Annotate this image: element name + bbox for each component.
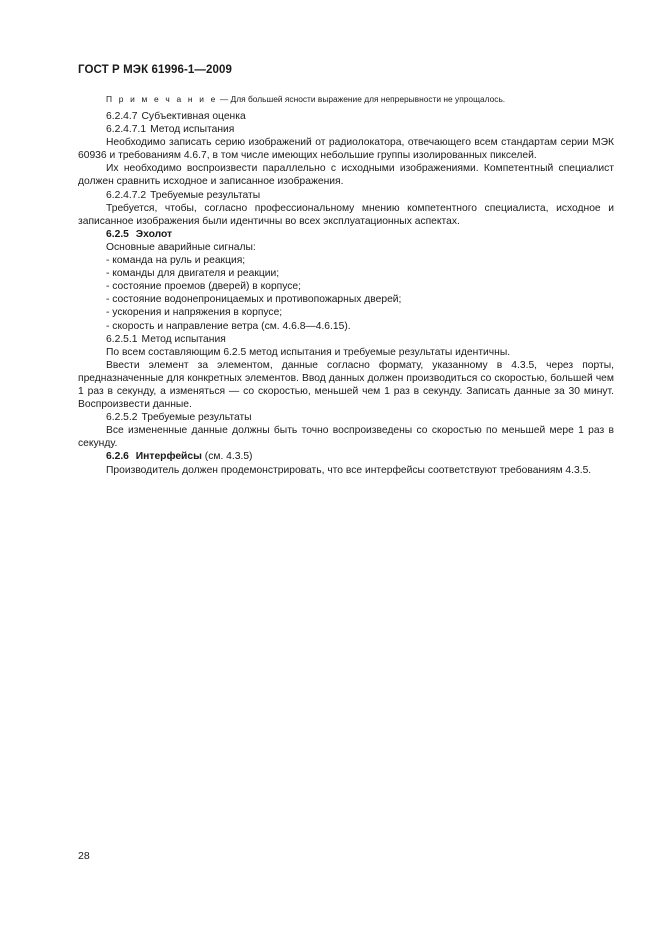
section-number: 6.2.5	[106, 228, 129, 240]
alarm-list	[78, 254, 614, 333]
list-item: - ускорения и напряжения в корпусе;	[106, 307, 283, 319]
section-heading	[78, 333, 614, 346]
section-heading	[78, 450, 614, 463]
section-title: Метод испытания	[141, 333, 226, 345]
section-title: Требуемые результаты	[141, 412, 252, 424]
section-number: 6.2.4.7.2	[106, 189, 147, 201]
paragraph: Основные аварийные сигналы:	[106, 241, 256, 253]
section-heading	[78, 189, 614, 202]
section-heading	[78, 411, 614, 424]
section-heading	[78, 123, 614, 136]
note-text: — Для большей ясности выражение для непрерывности не упрощалось.	[217, 94, 506, 104]
section-title: Интерфейсы	[135, 451, 202, 463]
document-header: ГОСТ Р МЭК 61996-1—2009	[78, 64, 232, 76]
paragraph: Производитель должен продемонстрировать, что все интерфейсы соответствуют требованиям 4.3.5.	[106, 464, 592, 476]
section-number: 6.2.4.7.1	[106, 124, 147, 136]
list-item: - состояние водонепроницаемых и противопожарных дверей;	[106, 294, 402, 306]
section-heading	[78, 110, 614, 123]
section-heading	[78, 228, 614, 241]
paragraph: Их необходимо воспроизвести параллельно с исходными изображениями. Компетентный специалист должен сравнить исходное и записанное изображения.	[78, 163, 614, 188]
section-title: Метод испытания	[150, 124, 235, 136]
document-body	[78, 93, 614, 477]
section-reference: (см. 4.3.5)	[201, 451, 253, 463]
list-item: - команда на руль и реакция;	[106, 255, 246, 267]
note	[78, 93, 614, 105]
paragraph: По всем составляющим 6.2.5 метод испытания и требуемые результаты идентичны.	[106, 346, 511, 358]
paragraph: Все измененные данные должны быть точно воспроизведены со скоростью по меньшей мере 1 раз в секунду.	[78, 425, 614, 450]
section-title: Субъективная оценка	[141, 111, 246, 122]
list-item: - состояние проемов (дверей) в корпусе;	[106, 281, 302, 293]
section-number: 6.2.5.1	[106, 333, 138, 345]
note-label: П р и м е ч а н и е	[106, 94, 218, 104]
section-number: 6.2.5.2	[106, 412, 138, 424]
section-number: 6.2.4.7	[106, 111, 138, 122]
paragraph: Ввести элемент за элементом, данные согласно формату, указанному в 4.3.5, через порты, предназначенные для конкретных элементов. Ввод данных должен производиться со скоростью, большей чем 1 раз в секунду, а изменяться — со скоростью, меньшей чем 1 раз в секунду. Записать данные за 30 минут. Воспроизвести данные.	[78, 359, 614, 411]
section-title: Эхолот	[135, 228, 173, 240]
paragraph: Необходимо записать серию изображений от радиолокатора, отвечающего всем стандартам серии МЭК 60936 и требованиям 4.6.7, в том числе имеющих небольшие группы изолированных пикселей.	[78, 137, 614, 162]
paragraph: Требуется, чтобы, согласно профессиональному мнению компетентного специалиста, исходное и записанное изображения были идентичны во всех эксплуатационных аспектах.	[78, 202, 614, 227]
section-number: 6.2.6	[106, 451, 129, 463]
page-number: 28	[78, 850, 90, 862]
section-title: Требуемые результаты	[150, 189, 261, 201]
list-item: - скорость и направление ветра (см. 4.6.8—4.6.15).	[106, 320, 351, 332]
list-item: - команды для двигателя и реакции;	[106, 268, 280, 280]
